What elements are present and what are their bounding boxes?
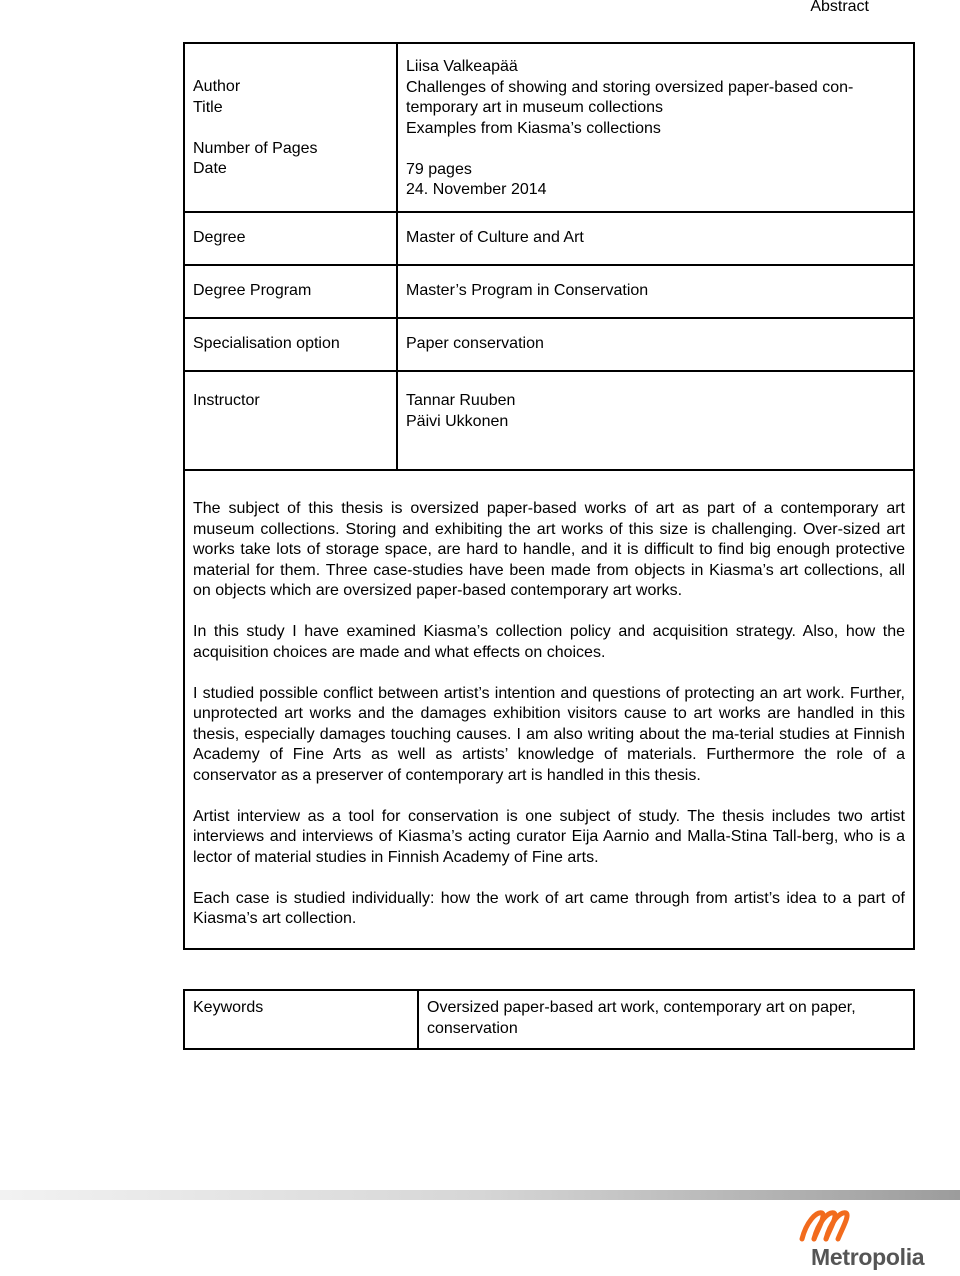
- instructor-label: Instructor: [184, 371, 397, 470]
- abstract-paragraph-5: Each case is studied individually: how the work of art came through from artist’s idea to a part of Kiasma’s art collection.: [193, 889, 905, 927]
- title-value-line2: temporary art in museum collections: [406, 99, 663, 116]
- author-label: Author: [193, 78, 241, 95]
- keywords-row: [184, 990, 914, 1049]
- pages-label: Number of Pages: [193, 139, 318, 157]
- degree-value: Master of Culture and Art: [397, 212, 914, 265]
- abstract-paragraph-1: The subject of this thesis is oversized paper-based works of art as part of a contemporary art museum collections. Storing and exhibiting the art works of this size is challenging. Over-sized art works take lots of storage space, are hard to handle, and it is difficult to find big enough protective material for them. Three case-studies have been made from objects in Kiasma’s art collections, all on objects which are oversized paper-based contemporary art works.: [193, 500, 905, 599]
- keywords-label: Keywords: [184, 990, 418, 1049]
- pages-value: 79 pages: [406, 160, 472, 178]
- title-value-line3: Examples from Kiasma’s collections: [406, 119, 661, 137]
- abstract-paragraph-2: In this study I have examined Kiasma’s collection policy and acquisition strategy. Also, how the acquisition choices are made and what effects on choices.: [193, 623, 905, 661]
- author-value: Liisa Valkeapää: [406, 58, 518, 75]
- meta-row: [184, 43, 914, 212]
- program-row: [184, 265, 914, 318]
- title-label: Title: [193, 98, 223, 116]
- meta-values-cell: [397, 43, 914, 212]
- title-value-line1: Challenges of showing and storing oversized paper-based con-: [406, 78, 854, 96]
- footer-gradient-bar: [0, 1190, 960, 1200]
- instructor-row: [184, 371, 914, 470]
- date-value: 24. November 2014: [406, 181, 547, 198]
- instructor-values: [397, 371, 914, 470]
- abstract-paragraph-3: I studied possible conflict between artist’s intention and questions of protecting an art work. Further, unprotected art works and the damages exhibition visitors cause to art works are handled in this thesis, especially damages touching causes. I am also writing about the ma-terial studies at Finnish Academy of Fine Arts as well as artists’ knowledge of materials. Furthermore the role of a conservator as a preserver of contemporary art is handled in this thesis.: [193, 684, 905, 784]
- keywords-table: [183, 989, 915, 1050]
- abstract-info-table: [183, 42, 915, 950]
- keywords-value: Oversized paper-based art work, contemporary art on paper, conservation: [418, 990, 914, 1049]
- program-label: Degree Program: [184, 265, 397, 318]
- specialisation-value: Paper conservation: [397, 318, 914, 371]
- abstract-row: [184, 470, 914, 949]
- metropolia-logo-text: Metropolia: [811, 1244, 925, 1270]
- degree-label: Degree: [184, 212, 397, 265]
- degree-row: [184, 212, 914, 265]
- page-header-title: Abstract: [810, 0, 869, 15]
- abstract-body: [184, 470, 914, 949]
- program-value: Master’s Program in Conservation: [397, 265, 914, 318]
- meta-labels-cell: [184, 43, 397, 212]
- abstract-paragraph-4: Artist interview as a tool for conservation is one subject of study. The thesis includes two artist interviews and interviews of Kiasma’s acting curator Eija Aarnio and Malla-Stina Tall-berg, who is a lector of material studies in Finnish Academy of Fine arts.: [193, 807, 905, 866]
- instructor-name-2: Päivi Ukkonen: [406, 412, 509, 430]
- date-label: Date: [193, 160, 227, 177]
- specialisation-label: Specialisation option: [184, 318, 397, 371]
- instructor-name-1: Tannar Ruuben: [406, 392, 516, 409]
- specialisation-row: [184, 318, 914, 371]
